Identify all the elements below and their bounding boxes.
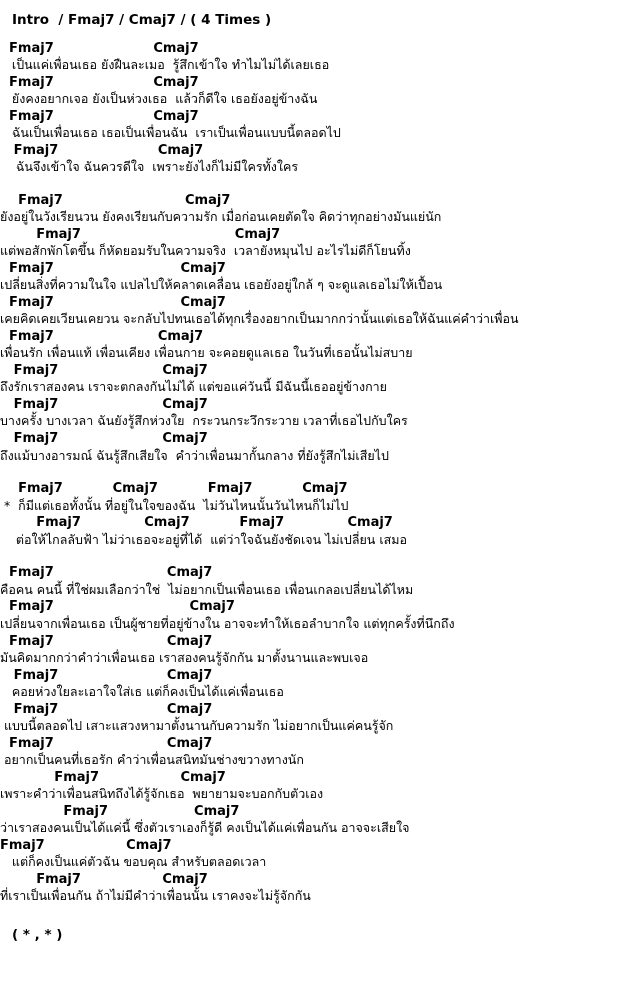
chord-line: Fmaj7 Cmaj7 <box>0 735 213 751</box>
lyric-line: ฉันเป็นเพื่อนเธอ เธอเป็นเพื่อนฉัน เราเป็นเพื่อนแบบนี้ตลอดไป <box>0 125 341 141</box>
chord-line: Fmaj7 Cmaj7 <box>0 599 235 615</box>
section-verse-1 <box>0 40 620 176</box>
chord-line: Fmaj7 Cmaj7 <box>0 667 213 683</box>
lyric-line: * ก็มีแต่เธอทั้งนั้น ที่อยู่ในใจของฉัน ไม่วันไหนนั้นวันไหนก็ไม่ไป <box>0 497 349 513</box>
lyric-line: อยากเป็นคนที่เธอรัก คำว่าเพื่อนสนิทมันช่างขวางทางนัก <box>0 751 304 767</box>
section-verse-3 <box>0 564 620 904</box>
lyric-line: ที่เราเป็นเพื่อนกัน ถ้าไม่มีคำว่าเพื่อนนั้น เราคงจะไม่รู้จักกัน <box>0 887 311 903</box>
lyric-line: เพราะคำว่าเพื่อนสนิทถึงได้รู้จักเธอ พยายามจะบอกกับตัวเอง <box>0 785 324 801</box>
lyric-line: เปลี่ยนสิ่งที่ความในใจ แปลไปให้คลาดเคลื่อน เธอยังอยู่ใกล้ ๆ จะดูแลเธอไม่ให้เปื้อน <box>0 277 443 293</box>
chord-line: Fmaj7 Cmaj7 <box>0 109 199 125</box>
chord-line: Fmaj7 Cmaj7 Fmaj7 Cmaj7 <box>0 515 393 531</box>
lyric-line: ต่อให้ไกลลับฟ้า ไม่ว่าเธอจะอยู่ที่ได้ แต่ว่าใจฉันยังชัดเจน ไม่เปลี่ยน เสมอ <box>0 531 407 547</box>
section-chorus <box>0 480 620 548</box>
lyric-line: เป็นแค่เพื่อนเธอ ยังฝืนละเมอ รู้สึกเข้าใจ ทำไมไม่ได้เลยเธอ <box>0 57 330 73</box>
chord-line: Fmaj7 Cmaj7 <box>0 227 281 243</box>
chord-line: Fmaj7 Cmaj7 <box>0 193 231 209</box>
chord-line: Fmaj7 Cmaj7 <box>0 329 204 345</box>
chord-line: Fmaj7 Cmaj7 <box>0 633 213 649</box>
lyric-line: ฉันจึงเข้าใจ ฉันควรดีใจ เพราะยังไงก็ไม่มีใครทั้งใคร <box>0 159 299 175</box>
lyric-line: เพื่อนรัก เพื่อนแท้ เพื่อนเคียง เพื่อนกาย จะคอยดูแลเธอ ในวันที่เธอนั้นไม่สบาย <box>0 345 413 361</box>
outro-line: ( * , * ) <box>12 926 63 943</box>
chord-line: Fmaj7 Cmaj7 <box>0 871 208 887</box>
lyric-line: แต่พอสักพักโตขึ้น ก็หัดยอมรับในความจริง เวลายังหมุนไป อะไรไม่ดีก็โยนทิ้ง <box>0 243 411 259</box>
lyric-line: ยังอยู่ในวังเรียนวน ยังคงเรียนกับความรัก เมื่อก่อนเคยตัดใจ คิดว่าทุกอย่างมันแย่นัก <box>0 209 442 225</box>
chord-line: Fmaj7 Cmaj7 <box>0 431 208 447</box>
lyric-line: มันคิดมากกว่าคำว่าเพื่อนเธอ เราสองคนรู้จักกัน มาตั้งนานและพบเจอ <box>0 649 369 665</box>
chord-line: Fmaj7 Cmaj7 <box>0 143 204 159</box>
lyric-line: คอยห่วงใยละเอาใจใส่เธ แต่ก็คงเป็นได้แค่เพื่อนเธอ <box>0 683 284 699</box>
spacer <box>0 176 620 192</box>
chord-line: Fmaj7 Cmaj7 <box>0 75 199 91</box>
chord-line: Fmaj7 Cmaj7 Fmaj7 Cmaj7 <box>0 481 348 497</box>
lyric-line: เปลี่ยนจากเพื่อนเธอ เป็นผู้ชายที่อยู่ข้างใน อาจจะทำให้เธอลำบากใจ แต่ทุกครั้งที่นึกถึง <box>0 615 455 631</box>
sections-container <box>0 40 620 921</box>
lyric-line: ถึงแม้บางอารมณ์ ฉันรู้สึกเสียใจ คำว่าเพื่อนมากั้นกลาง ที่ยังรู้สึกไม่เสียไป <box>0 447 389 463</box>
lyric-line: บางครั้ง บางเวลา ฉันยังรู้สึกห่วงใย กระวนกระวึกระวาย เวลาที่เธอไปกับใคร <box>0 413 408 429</box>
chord-line: Fmaj7 Cmaj7 <box>0 363 208 379</box>
lyric-line: คือคน คนนี้ ที่ใช่ผมเลือกว่าใช่ ไม่อยากเป็นเพื่อนเธอ เพื่อนเกลอเปลี่ยนได้ไหม <box>0 581 414 597</box>
lyric-line: แบบนี้ตลอดไป เสาะแสวงหามาตั้งนานกับความรัก ไม่อยากเป็นแค่คนรู้จัก <box>0 717 394 733</box>
chord-line: Fmaj7 Cmaj7 <box>0 261 226 277</box>
chord-line: Fmaj7 Cmaj7 <box>0 295 226 311</box>
chord-line: Fmaj7 Cmaj7 <box>0 41 199 56</box>
chord-line: Fmaj7 Cmaj7 <box>0 803 240 819</box>
lyric-line: ว่าเราสองคนเป็นได้แค่นี้ ซึ่งตัวเราเองก็รู้ดี คงเป็นได้แค่เพื่อนกัน อาจจะเสียใจ <box>0 819 410 835</box>
chord-line: Fmaj7 Cmaj7 <box>0 769 226 785</box>
lyric-line: เคยคิดเคยเวียนเคยวน จะกลับไปทนเธอได้ทุกเรื่องอยากเป็นมากกว่านั้นแต่เธอให้ฉันแค่คำว่าเพื่อน <box>0 311 519 327</box>
spacer <box>0 905 620 921</box>
chord-line: Fmaj7 Cmaj7 <box>0 837 172 853</box>
lyric-line: แต่ก็คงเป็นแค่ตัวฉัน ขอบคุณ สำหรับตลอดเวลา <box>0 853 267 869</box>
lyric-line: ถึงรักเราสองคน เราจะตกลงกันไม่ได้ แต่ขอแค่วันนี้ มีฉันนี้เธออยู่ข้างกาย <box>0 379 387 395</box>
chord-line: Fmaj7 Cmaj7 <box>0 397 208 413</box>
chord-line: Fmaj7 Cmaj7 <box>0 565 213 581</box>
spacer <box>0 464 620 480</box>
spacer <box>0 548 620 564</box>
section-verse-2 <box>0 192 620 464</box>
intro-line: Intro / Fmaj7 / Cmaj7 / ( 4 Times ) <box>12 12 272 28</box>
lyric-line: ยังคงอยากเจอ ยังเป็นห่วงเธอ แล้วก็ดีใจ เธอยังอยู่ข้างฉัน <box>0 91 318 107</box>
chord-line: Fmaj7 Cmaj7 <box>0 701 213 717</box>
spacer <box>0 28 620 40</box>
